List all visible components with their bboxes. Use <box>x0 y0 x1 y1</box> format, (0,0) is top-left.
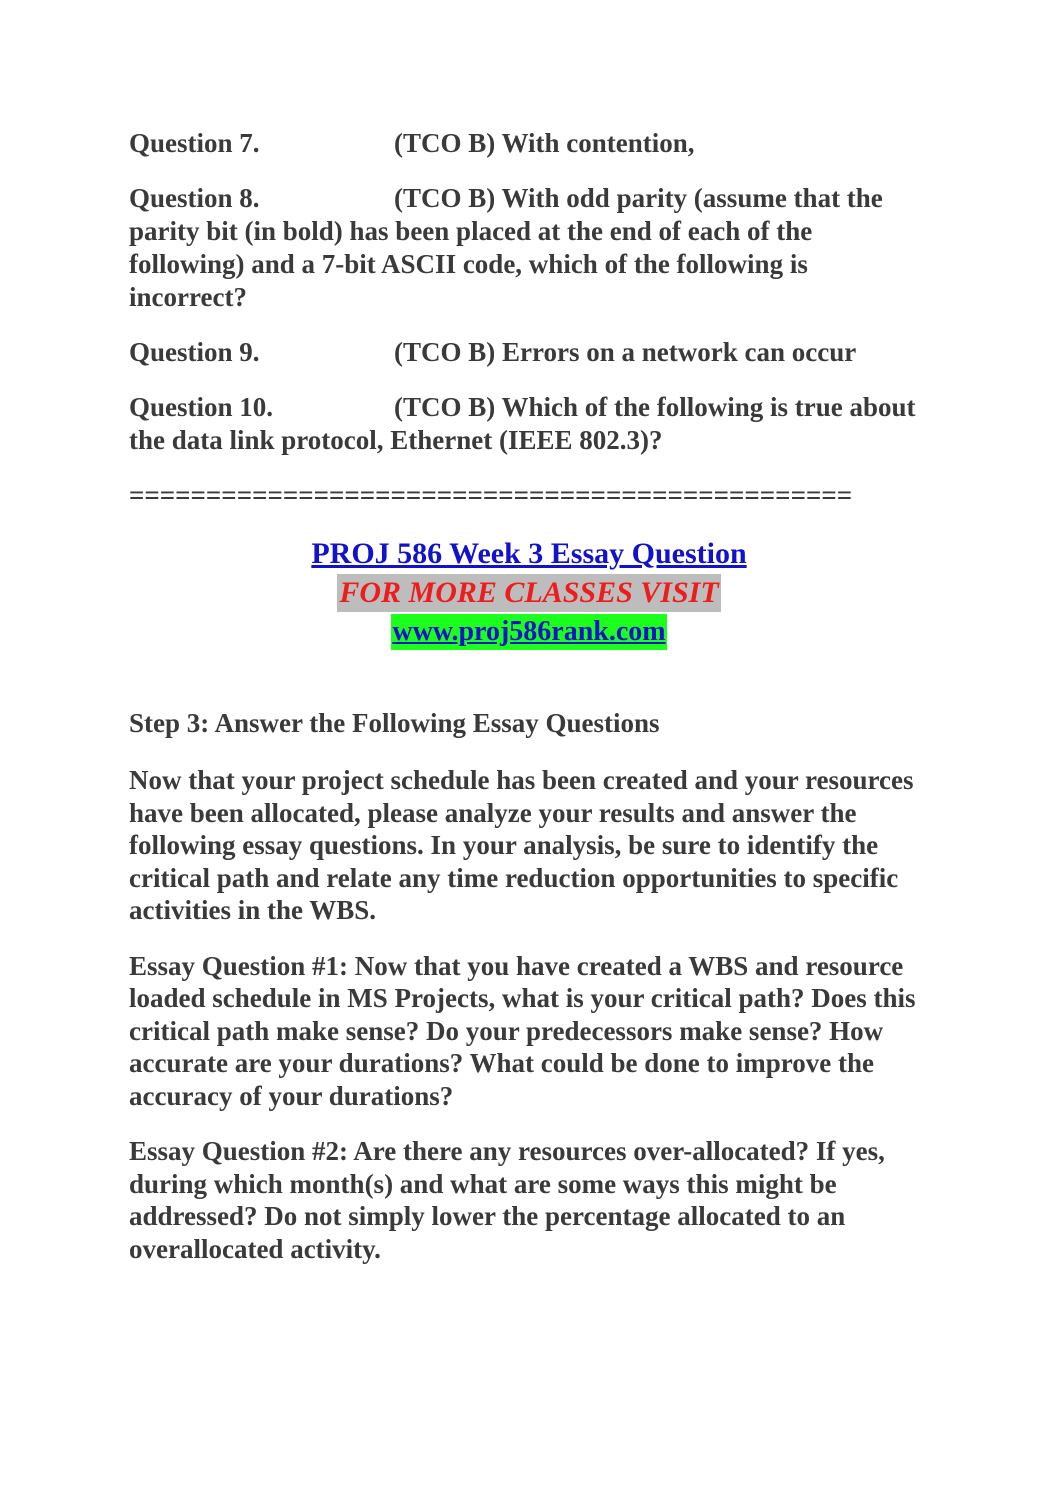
question-7 <box>129 127 929 160</box>
step-heading: Step 3: Answer the Following Essay Questions <box>129 708 660 738</box>
intro-paragraph: Now that your project schedule has been created and your resources have been allocated, please analyze your results and answer the following essay questions. In your analysis, be sure to identify the critical path and relate any time reduction opportunities to specific activities in the WBS. <box>129 765 914 925</box>
question-text: (TCO B) With contention, <box>394 128 695 158</box>
essay-question-2: Essay Question #2: Are there any resources over-allocated? If yes, during which month(s) and what are some ways this might be addressed? Do not simply lower the percentage allocated to an overallocated activity. <box>129 1136 885 1264</box>
ad-website-link[interactable]: www.proj586rank.com <box>391 614 666 650</box>
ad-visit-banner: FOR MORE CLASSES VISIT <box>337 574 720 612</box>
question-number: Question 7. <box>129 128 260 158</box>
question-number: Question 8. <box>129 183 260 213</box>
ad-title-link[interactable]: PROJ 586 Week 3 Essay Question <box>311 537 747 570</box>
question-text: (TCO B) Which of the following is true about the data link protocol, Ethernet (IEEE 802.3)? <box>129 392 916 455</box>
essay-question-1: Essay Question #1: Now that you have created a WBS and resource loaded schedule in MS Projects, what is your critical path? Does this critical path make sense? Do your predecessors make sense? How accurate are your durations? What could be done to improve the accuracy of your durations? <box>129 950 916 1111</box>
question-number: Question 10. <box>129 392 274 422</box>
question-10 <box>129 391 929 457</box>
question-text: (TCO B) Errors on a network can occur <box>394 337 857 367</box>
question-8 <box>129 182 929 314</box>
question-9 <box>129 336 929 369</box>
question-text: (TCO B) With odd parity (assume that the parity bit (in bold) has been placed at the end of each of the following) and a 7-bit ASCII code, which of the following is incorrect? <box>129 183 883 312</box>
document-page <box>129 127 929 1288</box>
separator-line: =============================================== <box>129 480 853 510</box>
question-number: Question 9. <box>129 337 260 367</box>
ad-block <box>129 534 929 650</box>
